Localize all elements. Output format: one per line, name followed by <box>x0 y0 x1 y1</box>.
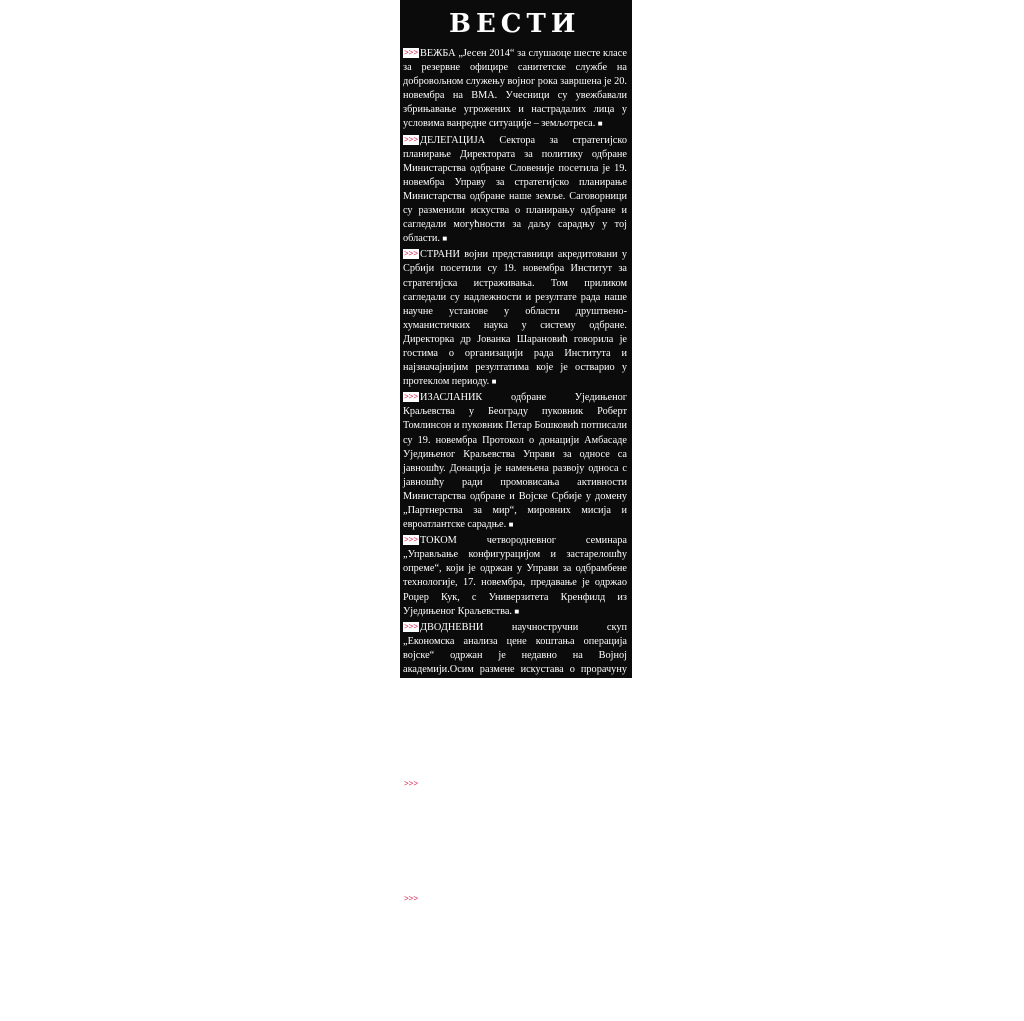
news-item-text: ТОКОМ четвородневног семинара „Управљање конфигурацијом и застарелошћу опреме“, који је одржан у Управи за одбрамбене технологије, 17. новембра, предавање је одржао Роџер Кук, с Универзитета Кренфилд из Уједињеног Краљевства. <box>403 535 627 617</box>
end-mark: ■ <box>522 878 528 888</box>
news-item <box>403 621 627 776</box>
page-title: ВЕСТИ <box>449 9 581 39</box>
item-marker: >>> <box>404 48 419 57</box>
news-column <box>400 0 632 1018</box>
news-item-text: СТРАНИ војни представници акредитовани у Србији посетили су 19. новембра Институт за стратегијска истраживања. Том приликом сагледали су надлежности и резултате рада наше научне установе у области друштвено-хуманистичких наука у систему одбране. Директорка др Јованка Шарановић говорила је гостима о организацији рада Института и најзначајнијим резултатима које је остварио у протеклом периоду. <box>403 249 627 388</box>
item-marker: >>> <box>404 392 419 402</box>
item-marker: >>> <box>404 778 419 788</box>
end-mark: ■ <box>605 763 611 773</box>
news-item <box>403 391 627 532</box>
news-item-text: ВЕЖБА „Јесен 2014“ за слушаоце шесте класе за резервне официре санитетске службе на добровољном служењу војног рока завршена је 20. новембра на ВМА. Учесници су увежбавали збрињавање угрожених и настрадалих лица у условима ванредне ситуације – земљотреса. <box>403 48 627 130</box>
news-item-text: ФИЛМ „Историја српске одбрамбене индустрије“ Војнофилмског центра „Застава филм“ освојио је прву награду у категорији наменског филма на Међународном фестивалу војног филма, који је одржан од 9. до 16. новембра у месту Браћано крај Рима. Филм је режирала Драгана Милошевић. На тој смотри учествовало је 19 земаља, с 56 остварења. <box>403 778 627 889</box>
end-mark: ■ <box>442 234 448 244</box>
news-item-text: ВОЈНОФИЛМСКИ центар „Застава филм“ обележио је 14. новембра 66 година постојања. Свечаности су присуствовали представници система одбране и сарадници те установе. Приказан је филм о пројектима у претходној години, који је обухватио информативну делатност, војне вежбе, наставне и промотивне филмове, спотове, као и документарне и кратке игране филмове. <box>403 893 627 1018</box>
item-marker: >>> <box>404 893 419 903</box>
end-mark: ■ <box>478 1007 484 1017</box>
news-item <box>403 778 627 891</box>
end-mark: ■ <box>514 606 520 616</box>
news-item <box>403 534 627 619</box>
news-item <box>403 134 627 247</box>
news-item <box>403 893 627 1020</box>
item-marker: >>> <box>404 535 419 545</box>
item-marker: >>> <box>404 249 419 259</box>
end-mark: ■ <box>597 119 603 129</box>
end-mark: ■ <box>508 520 514 530</box>
end-mark: ■ <box>491 377 497 387</box>
news-item <box>403 248 627 389</box>
news-list <box>403 47 627 1021</box>
news-item <box>403 47 627 132</box>
news-item-text: ИЗАСЛАНИК одбране Уједињеног Краљевства у Београду пуковник Роберт Томлинсон и пуковник Петар Бошковић потписали су 19. новембра Протокол о донацији Амбасаде Уједињеног Краљевства Управи за односе са јавношћу. Донација је намењена развоју односа с јавношћу ради промовисања активности Министарства одбране и Војске Србије у домену „Партнерства за мир“, мировних мисија и евроатлантске сарадње. <box>403 392 627 531</box>
item-marker: >>> <box>404 134 419 144</box>
news-item-text: ДЕЛЕГАЦИЈА Сектора за стратегијско планирање Директората за политику одбране Министарства одбране Словеније посетила је 19. новембра Управу за стратегијско планирање Министарства одбране наше земље. Саговорници су разменили искуства о планирању одбране и сагледали могућности за даљу сарадњу у тој области. <box>403 134 627 245</box>
item-marker: >>> <box>404 621 419 631</box>
news-item-text: ДВОДНЕВНИ научностручни скуп „Економска анализа цене коштања операција војске“ одржан је недавно на Војној академији.Осим размене искустава о прорачуну трошкова пројектовања операција, циљ скупа био је и дефинисање елемената и модела за прорачун цене коштања и рационализације трошкова операција. Сесији „Економска анализа цене коштања операција Војске Србије“ присуствовали су и гости из Чешке, Словеније, Румуније, Аустрије, Црне Горе и Босне и Херцеговине. . <box>403 621 627 774</box>
